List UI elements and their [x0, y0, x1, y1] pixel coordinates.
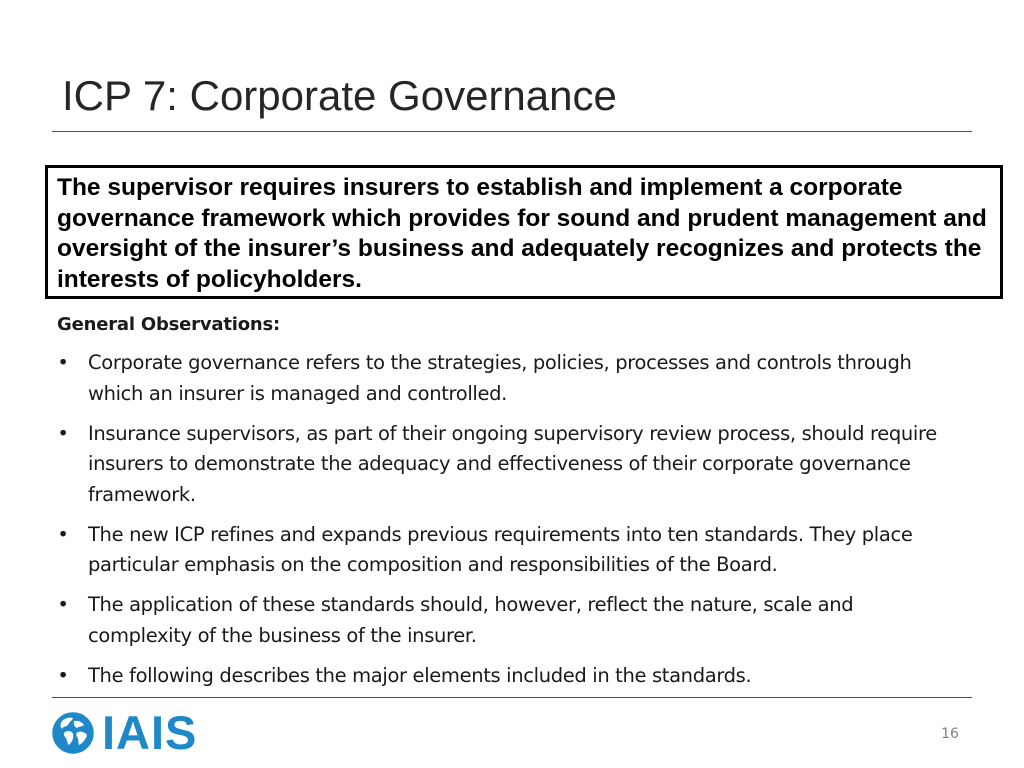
- list-item: [57, 520, 957, 581]
- observations-heading: General Observations:: [57, 314, 280, 335]
- bullet-icon: •: [57, 351, 69, 374]
- list-item: [57, 419, 957, 511]
- list-item: [57, 348, 957, 409]
- list-item-text: The new ICP refines and expands previous requirements into ten standards. They place particular emphasis on the composition and responsibilities of the Board.: [88, 522, 913, 576]
- principle-statement: The supervisor requires insurers to establish and implement a corporate governance framework which provides for sound and prudent management and oversight of the insurer’s business and adequately recognizes and protects the interests of policyholders.: [57, 174, 987, 293]
- logo-text: IAIS: [102, 706, 198, 759]
- footer-divider: [52, 697, 972, 698]
- bullet-icon: •: [57, 421, 69, 445]
- list-item-text: The following describes the major elements included in the standards.: [88, 663, 752, 687]
- bullet-icon: •: [57, 593, 69, 616]
- globe-icon: [52, 712, 94, 754]
- list-item-text: Insurance supervisors, as part of their ongoing supervisory review process, should require insurers to demonstrate the adequacy and effectiveness of their corporate governance framework.: [88, 421, 937, 506]
- iais-logo: [52, 706, 198, 759]
- list-item-text: The application of these standards should, however, reflect the nature, scale and complexity of the business of the insurer.: [88, 593, 854, 647]
- list-item: [57, 590, 957, 651]
- observations-section: [57, 312, 957, 701]
- title-divider: [52, 131, 972, 132]
- principle-statement-box: [45, 165, 1003, 299]
- slide-title: ICP 7: Corporate Governance: [62, 72, 617, 119]
- page-number: 16: [941, 726, 959, 742]
- observations-list: [57, 348, 957, 691]
- bullet-icon: •: [57, 522, 69, 546]
- list-item: [57, 661, 957, 692]
- list-item-text: Corporate governance refers to the strategies, policies, processes and controls through which an insurer is managed and controlled.: [88, 351, 912, 405]
- bullet-icon: •: [57, 663, 69, 687]
